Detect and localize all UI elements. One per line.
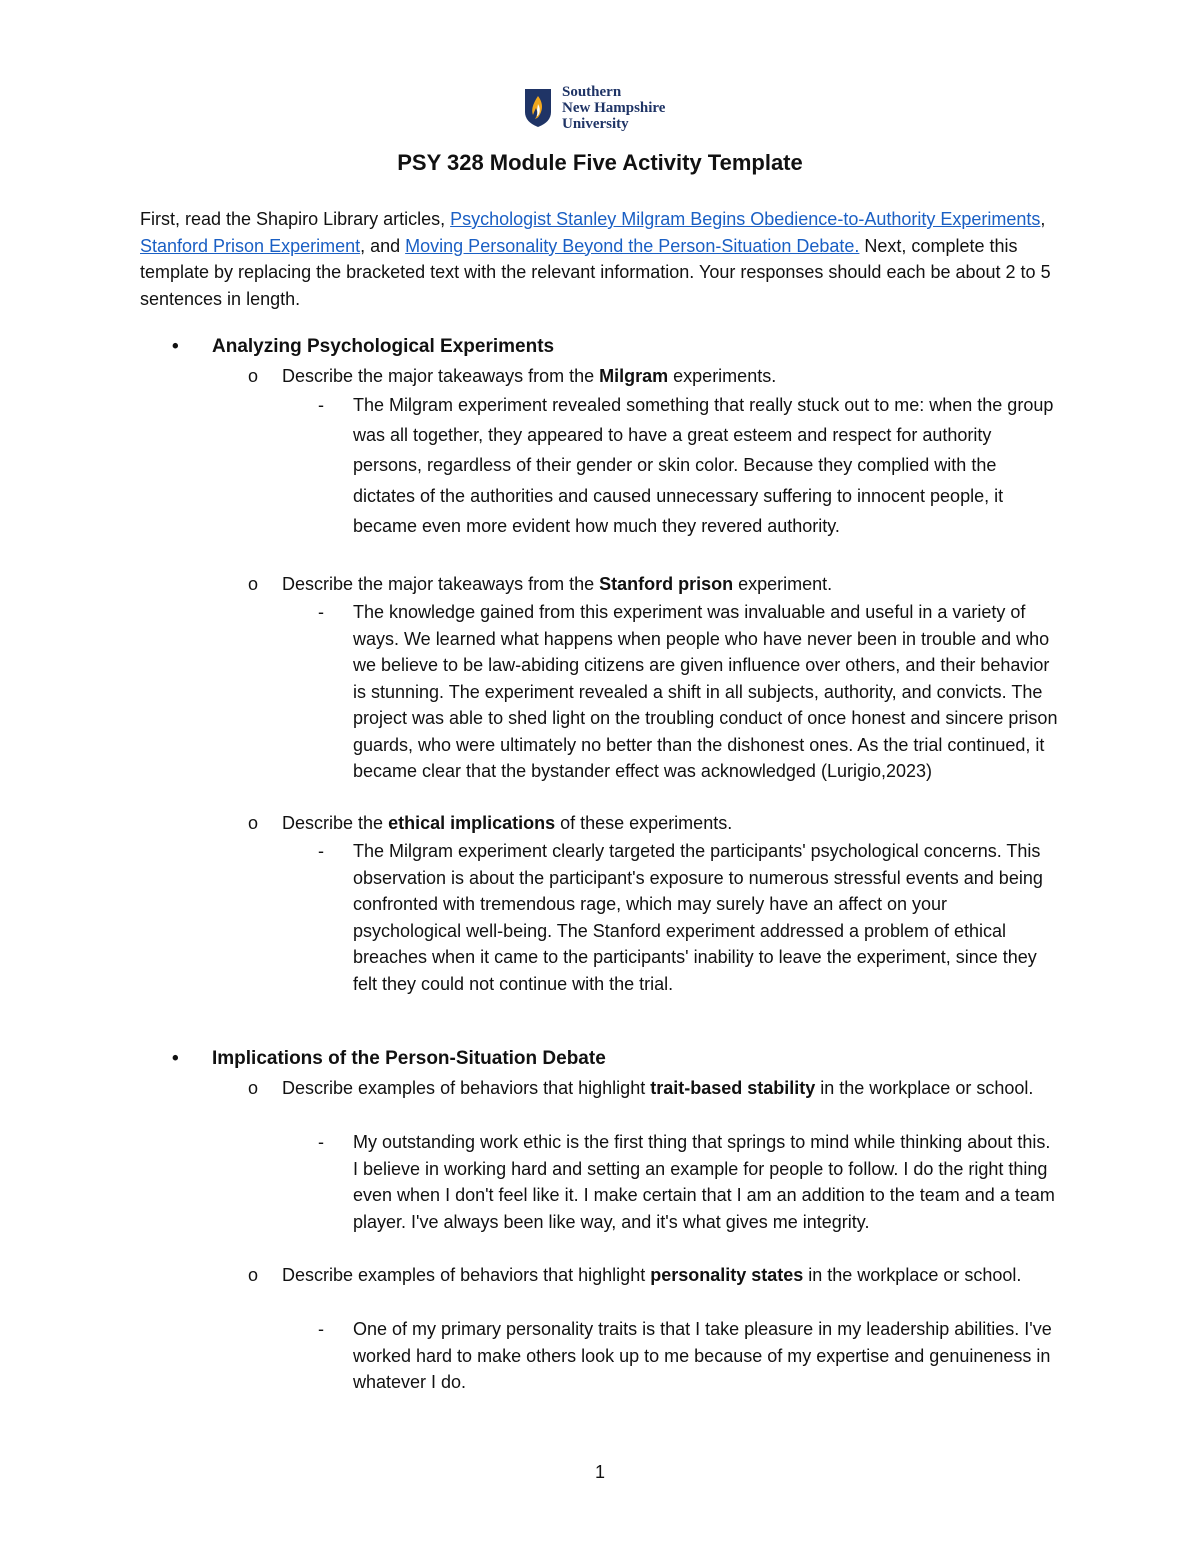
question-1-post: experiments.: [668, 366, 777, 386]
question-5-pre: Describe examples of behaviors that highlight: [282, 1265, 651, 1285]
section-1-heading: Analyzing Psychological Experiments: [212, 336, 555, 357]
intro-paragraph: [140, 206, 1060, 312]
logo-line-3: University: [562, 116, 629, 132]
dash-icon: -: [318, 1132, 324, 1152]
answer-1-text: The Milgram experiment revealed something that really stuck out to me: when the group was all together, they appeared to have a great esteem and respect for authority persons, regardless of their gender or skin color. Because they complied with the dictates of the authorities and caused unnecessary suffering to innocent people, it became even more evident how much they revered authority.: [353, 395, 1054, 536]
question-1-bold: Milgram: [599, 366, 669, 386]
question-3-pre: Describe the: [282, 813, 389, 833]
intro-text-1: First, read the Shapiro Library articles,: [140, 209, 451, 229]
answer-3-text: The Milgram experiment clearly targeted the participants' psychological concerns. This observation is about the participant's exposure to numerous stressful events and being confronted with tremendous rage, which may surely have an affect on your psychological well-being. The Stanford experiment addressed a problem of ethical breaches when it came to the participants' inability to leave the experiment, since they felt they could not continue with the trial.: [353, 841, 1043, 994]
question-2-post: experiment.: [733, 574, 833, 594]
intro-sep-2: , and: [360, 235, 406, 256]
answer-stanford: [318, 599, 1058, 785]
question-personality-states: [248, 1262, 1048, 1289]
question-2-bold: Stanford prison: [599, 574, 734, 594]
section-heading-debate: [172, 1048, 606, 1070]
page-title: PSY 328 Module Five Activity Template: [397, 150, 803, 175]
question-4-pre: Describe examples of behaviors that highlight: [282, 1078, 651, 1098]
answer-personality-states: [318, 1316, 1058, 1396]
logo-wordmark: [562, 84, 665, 132]
question-5-post: in the workplace or school.: [803, 1265, 1022, 1285]
question-stanford: [248, 571, 1048, 598]
bullet-icon: •: [172, 1048, 179, 1069]
milgram-article-link[interactable]: Psychologist Stanley Milgram Begins Obedience-to-Authority Experiments: [450, 209, 1041, 229]
sub-bullet-icon: o: [248, 366, 259, 386]
section-heading-experiments: [172, 336, 554, 358]
personality-article-link[interactable]: Moving Personality Beyond the Person-Situation Debate.: [405, 235, 860, 256]
intro-sep-1: ,: [1040, 209, 1046, 229]
question-1-pre: Describe the major takeaways from the: [282, 366, 600, 386]
logo-line-1: Southern: [562, 84, 622, 100]
answer-4-text: My outstanding work ethic is the first thing that springs to mind while thinking about this. I believe in working hard and setting an example for people to follow. I do the right thing even when I don't feel like it. I make certain that I am an addition to the team and a team player. I've always been like way, and it's what gives me integrity.: [353, 1132, 1055, 1232]
answer-trait-stability: [318, 1129, 1058, 1235]
bullet-icon: •: [172, 336, 179, 357]
page-number: 1: [594, 1462, 605, 1482]
question-4-bold: trait-based stability: [650, 1078, 816, 1098]
dash-icon: -: [318, 395, 324, 415]
answer-2-text: The knowledge gained from this experiment was invaluable and useful in a variety of ways. We learned what happens when people who have never been in trouble and who we believe to be law-abiding citizens are given influence over others, and their behavior is stunning. The experiment revealed a shift in all subjects, authority, and convicts. The project was able to shed light on the troubling conduct of once honest and sincere prison guards, who were ultimately no better than the dishonest ones. As the trial continued, it became clear that the bystander effect was acknowledged (Lurigio,2023): [353, 602, 1058, 781]
question-5-bold: personality states: [650, 1265, 804, 1285]
question-3-bold: ethical implications: [388, 813, 556, 833]
question-3-post: of these experiments.: [555, 813, 733, 833]
answer-ethics: [318, 838, 1058, 997]
question-ethics: [248, 810, 1048, 837]
stanford-article-link[interactable]: Stanford Prison Experiment: [140, 235, 361, 256]
question-milgram: [248, 363, 1048, 390]
question-4-post: in the workplace or school.: [815, 1078, 1034, 1098]
answer-milgram: [318, 390, 1058, 541]
sub-bullet-icon: o: [248, 813, 259, 833]
sub-bullet-icon: o: [248, 1078, 259, 1098]
question-2-pre: Describe the major takeaways from the: [282, 574, 600, 594]
dash-icon: -: [318, 1319, 324, 1339]
sub-bullet-icon: o: [248, 574, 259, 594]
flame-shield-icon: [524, 88, 552, 128]
sub-bullet-icon: o: [248, 1265, 259, 1285]
university-logo: [524, 84, 665, 132]
question-trait-stability: [248, 1075, 1048, 1102]
intro-text-2: Next, complete this template by replacing the bracketed text with the relevant information. Your responses should each be about 2 to 5 sentences in length.: [140, 235, 1051, 309]
dash-icon: -: [318, 602, 324, 622]
dash-icon: -: [318, 841, 324, 861]
logo-line-2: New Hampshire: [562, 100, 666, 116]
section-2-heading: Implications of the Person-Situation Debate: [212, 1048, 606, 1069]
answer-5-text: One of my primary personality traits is that I take pleasure in my leadership abilities. I've worked hard to make others look up to me because of my expertise and genuineness in whatever I do.: [353, 1319, 1052, 1392]
